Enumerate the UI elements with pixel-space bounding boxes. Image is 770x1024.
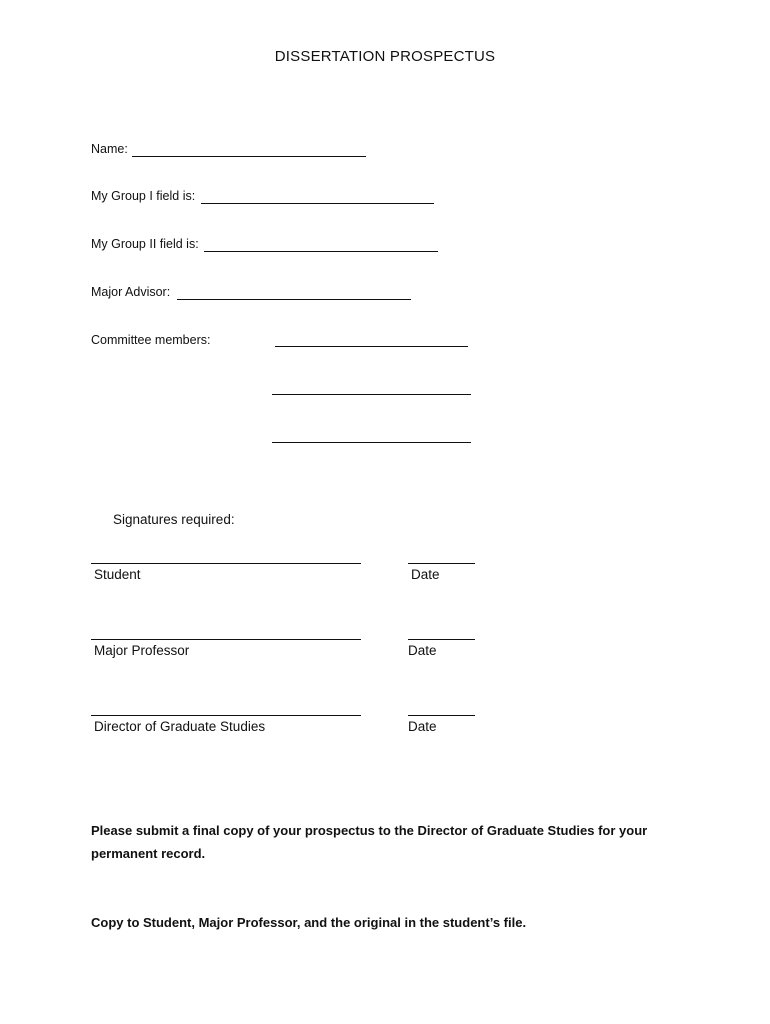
director-signature-line[interactable] bbox=[91, 715, 361, 716]
director-signature-label: Director of Graduate Studies bbox=[94, 719, 266, 734]
director-date-label: Date bbox=[408, 719, 437, 734]
student-date-line[interactable] bbox=[408, 563, 475, 564]
advisor-label: Major Advisor: bbox=[91, 285, 171, 299]
major-professor-date-label: Date bbox=[408, 643, 437, 658]
student-signature-label: Student bbox=[94, 567, 141, 582]
director-date-line[interactable] bbox=[408, 715, 475, 716]
committee-blank-line-3[interactable] bbox=[272, 442, 471, 443]
group2-blank-line[interactable] bbox=[204, 251, 438, 252]
signatures-heading: Signatures required: bbox=[113, 512, 235, 527]
committee-blank-line-2[interactable] bbox=[272, 394, 471, 395]
group2-label: My Group II field is: bbox=[91, 237, 199, 251]
major-professor-date-line[interactable] bbox=[408, 639, 475, 640]
advisor-blank-line[interactable] bbox=[177, 299, 411, 300]
major-professor-signature-line[interactable] bbox=[91, 639, 361, 640]
group1-blank-line[interactable] bbox=[201, 203, 434, 204]
committee-label: Committee members: bbox=[91, 333, 211, 347]
name-label: Name: bbox=[91, 142, 128, 156]
copy-notice: Copy to Student, Major Professor, and the original in the student’s file. bbox=[91, 915, 527, 930]
document-title: DISSERTATION PROSPECTUS bbox=[274, 48, 496, 65]
name-blank-line[interactable] bbox=[132, 156, 366, 157]
group1-label: My Group I field is: bbox=[91, 189, 196, 203]
submission-notice: Please submit a final copy of your prospectus to the Director of Graduate Studies for your permanent record. bbox=[91, 823, 648, 861]
committee-blank-line-1[interactable] bbox=[275, 346, 468, 347]
major-professor-signature-label: Major Professor bbox=[94, 643, 190, 658]
student-signature-line[interactable] bbox=[91, 563, 361, 564]
student-date-label: Date bbox=[411, 567, 440, 582]
